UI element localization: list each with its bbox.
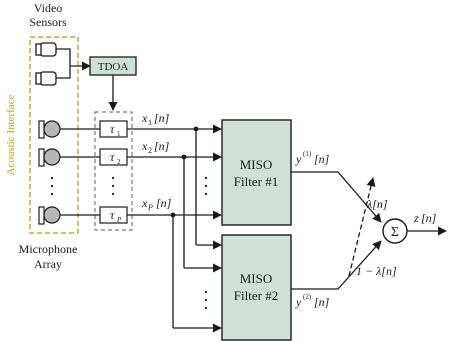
svg-text:[n]: [n] — [154, 111, 170, 125]
svg-text:τ: τ — [110, 122, 115, 136]
y2-label — [295, 293, 330, 309]
svg-text:y: y — [296, 152, 302, 166]
video-sensors-label-line2: Sensors — [29, 15, 67, 29]
svg-text:[n]: [n] — [156, 196, 172, 210]
ellipsis-dots — [112, 177, 114, 195]
svg-text:x: x — [142, 111, 148, 125]
svg-text:P: P — [148, 203, 153, 212]
microphone-icon — [39, 149, 60, 166]
svg-text:x: x — [142, 196, 148, 210]
svg-text:τ: τ — [110, 208, 115, 222]
microphone-array-label-line1: Microphone — [18, 242, 78, 256]
svg-text:(1): (1) — [303, 150, 312, 158]
video-camera-icon — [36, 72, 56, 85]
svg-text:[n]: [n] — [314, 152, 330, 166]
svg-text:P: P — [117, 216, 122, 224]
delay-box-1 — [100, 121, 127, 138]
delay-box-p — [100, 207, 127, 224]
svg-text:z: z — [414, 211, 419, 225]
summation-node — [383, 219, 407, 243]
microphone-icon — [39, 121, 60, 138]
filter1-title: MISO — [239, 157, 273, 172]
y1-label — [295, 150, 330, 166]
x2-label — [141, 139, 170, 155]
svg-text:τ: τ — [110, 150, 115, 164]
acoustic-interface-label: Acoustic Interface — [5, 94, 17, 176]
filter2-title: MISO — [239, 271, 273, 286]
svg-text:1: 1 — [117, 130, 121, 138]
miso-filter-1 — [222, 120, 291, 225]
microphone-array-label-line2: Array — [34, 257, 62, 271]
camera-bus-line — [56, 49, 70, 78]
lambda-control-arrow — [349, 178, 373, 276]
svg-text:2: 2 — [148, 146, 152, 155]
video-camera-icon — [36, 43, 56, 56]
svg-text:(2): (2) — [303, 293, 312, 301]
one-minus-lambda-label: 1 − λ[n] — [356, 264, 397, 278]
svg-text:[n]: [n] — [154, 139, 170, 153]
lambda-label: λ[n] — [367, 197, 388, 211]
svg-text:[n]: [n] — [421, 211, 437, 225]
xp-label — [141, 196, 172, 212]
x1-label — [141, 111, 170, 127]
svg-text:y: y — [296, 295, 302, 309]
delay-box-2 — [100, 149, 127, 166]
filter2-subtitle: Filter #2 — [233, 288, 279, 303]
filter1-subtitle: Filter #1 — [233, 174, 279, 189]
svg-text:[n]: [n] — [314, 295, 330, 309]
svg-text:x: x — [142, 139, 148, 153]
z-label — [413, 211, 437, 225]
svg-text:2: 2 — [117, 158, 121, 166]
microphone-icon — [39, 207, 60, 224]
svg-text:1: 1 — [148, 118, 152, 127]
ellipsis-dots — [205, 177, 207, 309]
ellipsis-dots — [51, 177, 53, 195]
sigma-symbol: Σ — [390, 225, 400, 240]
tdoa-label: TDOA — [97, 61, 129, 73]
video-sensors-label-line1: Video — [33, 1, 63, 15]
miso-filter-2 — [222, 235, 291, 340]
